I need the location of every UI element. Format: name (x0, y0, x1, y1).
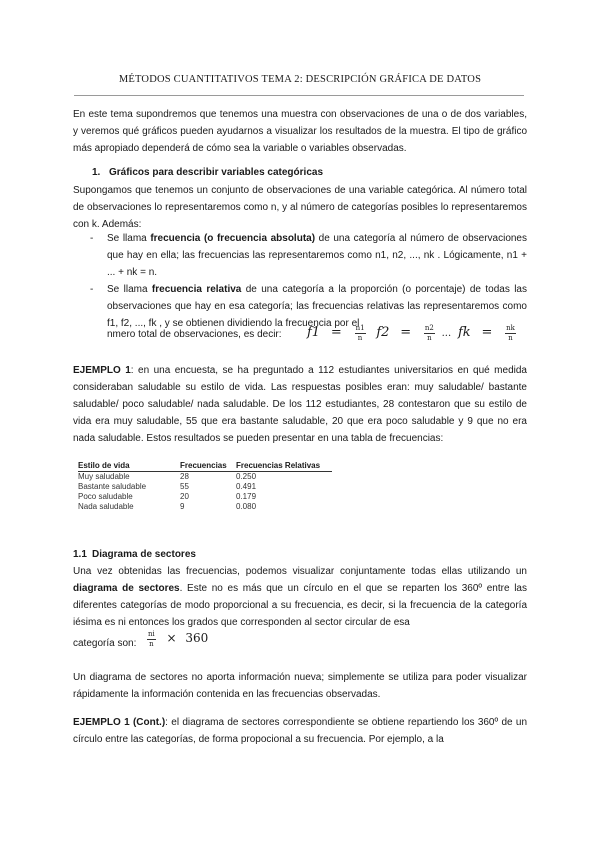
table-row (78, 502, 332, 512)
table-cell: Poco saludable (78, 492, 133, 501)
eq-equals-1: = (330, 325, 342, 341)
eq-denominator: n (149, 640, 154, 648)
example1-cont-paragraph (73, 714, 527, 748)
table-header-frecuencias: Frecuencias (180, 460, 236, 472)
table-cell: 0.491 (236, 482, 257, 491)
eq-f1: f1 (307, 325, 321, 341)
section1-heading: Gráficos para describir variables categóricas (109, 167, 323, 178)
intro-paragraph: En este tema supondremos que tenemos una muestra con observaciones de una o de dos variables, y veremos qué gráficos pueden ayudarnos a visualizar los resultados de la muestra. El tipo de gráfico más apropiado dependerá de cómo sea la variable o variables observadas. (73, 109, 527, 154)
equation-lead-text: nmero total de observaciones, es decir: (107, 329, 282, 340)
eq-f2: f2 (376, 325, 390, 341)
example1-paragraph (73, 362, 527, 447)
table-cell: Bastante saludable (78, 482, 147, 491)
eq-denominator: n (427, 334, 432, 342)
table-cell: 9 (180, 502, 185, 511)
bullet-dash: - (90, 284, 94, 295)
example1-label: EJEMPLO 1 (73, 365, 131, 376)
bullet-dash: - (90, 233, 94, 244)
sector-times: × (166, 631, 177, 646)
eq-fk: fk (457, 325, 471, 341)
table-header-estilo: Estilo de vida (78, 460, 180, 472)
section11-text-pre: Una vez obtenidas las frecuencias, podemos visualizar conjuntamente todas ellas utilizando un (73, 566, 527, 577)
eq-fraction-nk (505, 324, 516, 343)
relative-frequency-equation (107, 320, 527, 350)
bullet-term-frecuencia: frecuencia (o frecuencia absoluta) (150, 233, 316, 244)
title-divider (74, 95, 524, 96)
table-cell: 28 (180, 472, 189, 481)
bullet-text-pre: Se llama (107, 284, 152, 295)
table-row (78, 482, 332, 492)
page-title: MÉTODOS CUANTITATIVOS TEMA 2: DESCRIPCIÓN GRÁFICA DE DATOS (118, 74, 482, 85)
eq-ellipsis: ... (441, 328, 452, 340)
eq-fraction-n1 (355, 324, 366, 343)
table-cell: Nada saludable (78, 502, 134, 511)
section11-paragraph (73, 563, 527, 631)
eq-fraction-n2 (424, 324, 435, 343)
eq-numerator: n2 (424, 324, 434, 332)
sector-equation-lead: categoría son: (73, 638, 137, 649)
table-cell: 20 (180, 492, 189, 501)
eq-numerator: ni (148, 630, 155, 638)
section1-paragraph: Supongamos que tenemos un conjunto de observaciones de una variable categórica. Al número total de observaciones lo representaremos como n, y al número de categorías posibles lo representaremos con k. Además: (73, 185, 527, 230)
sector-fraction (147, 630, 156, 649)
example1-cont-label: EJEMPLO 1 (Cont.) (73, 717, 166, 728)
table-cell: 0.250 (236, 472, 257, 481)
section1-number: 1. (92, 167, 101, 178)
eq-equals-2: = (400, 325, 412, 341)
section11-paragraph2: Un diagrama de sectores no aporta información nueva; simplemente se utiliza para poder visualizar rápidamente la información contenida en las frecuencias observadas. (73, 672, 527, 700)
table-cell: 55 (180, 482, 189, 491)
section11-heading: Diagrama de sectores (92, 549, 196, 560)
table-header-row (78, 460, 332, 472)
eq-numerator: n1 (355, 324, 365, 332)
eq-denominator: n (508, 334, 513, 342)
table-header-frecuencias-relativas: Frecuencias Relativas (236, 460, 332, 472)
frequency-table (78, 460, 332, 512)
bullet-text-post: de una categoría a la proporción (o porcentaje) de todas las observaciones que hay en esa categoría; las frecuencias relativas las representaremos como f1, f2, ..., fk , y se obtienen dividiendo la frecuencia por el (107, 284, 527, 329)
example1-cont-text: : el diagrama de sectores correspondiente se obtiene repartiendo los 360º de un círculo entre las categorías, de forma propocional a su frecuencia. Por ejemplo, a la (73, 717, 527, 745)
table-row (78, 492, 332, 502)
bullet-text-post: de una categoría al número de observaciones que hay en ella; las frecuencias las representaremos como n1, n2, ..., nk . Lógicamente, n1 + ... + nk = n. (107, 233, 527, 278)
section11-term: diagrama de sectores (73, 583, 180, 594)
table-cell: Muy saludable (78, 472, 130, 481)
table-cell: 0.080 (236, 502, 257, 511)
section11-text-post: . Este no es más que un círculo en el que se reparten los 360º entre las diferentes categorías de modo proporcional a su frecuencia, es decir, si la frecuencia de la categoría iésima es ni entonces los grados que corresponden al sector circular de esa (73, 583, 527, 628)
eq-denominator: n (357, 334, 363, 342)
table-row (78, 472, 332, 483)
sector-degrees-equation (73, 630, 527, 656)
eq-numerator: nk (506, 324, 515, 332)
eq-equals-3: = (481, 325, 493, 341)
sector-360: 360 (185, 631, 209, 646)
bullet-text-pre: Se llama (107, 233, 151, 244)
table-cell: 0.179 (236, 492, 257, 501)
example1-text: : en una encuesta, se ha preguntado a 112 estudiantes universitarios en qué medida consideraban saludable su estilo de vida. Las respuestas posibles eran: muy saludable/ bastante saludable/ poco saludable/ nada saludable. De los 112 estudiantes, 28 contestaron que su estilo de vida era muy saludable, 55 que era bastante saludable, 20 que era poco saludable y 9 que no era nada saludable. Estos resultados se pueden presentar en una tabla de frecuencias: (73, 365, 527, 444)
section11-number: 1.1 (73, 549, 87, 560)
bullet-term-frecuencia-relativa: frecuencia relativa (151, 284, 242, 295)
